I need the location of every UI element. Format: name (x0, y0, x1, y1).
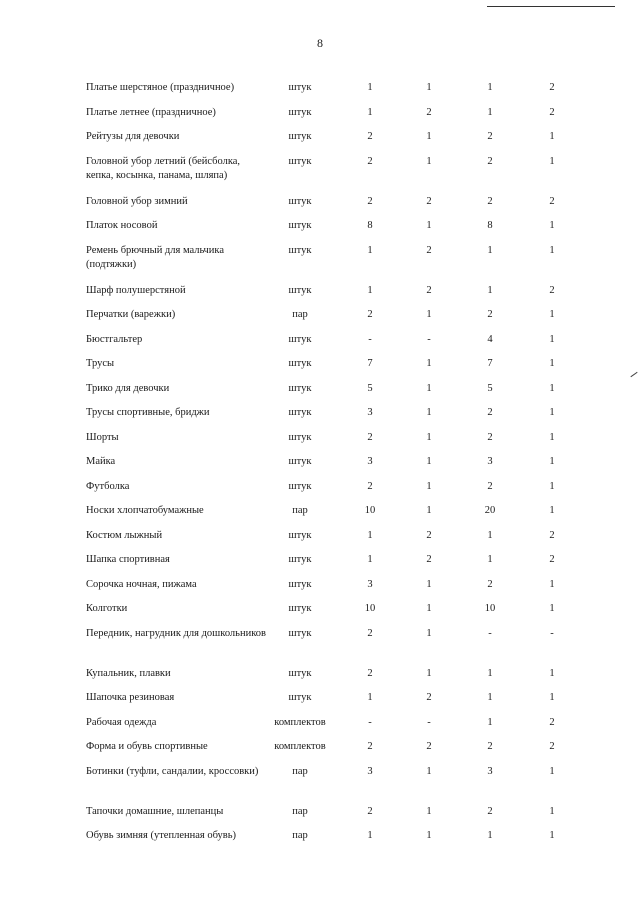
value-cell-4: 2 (549, 195, 555, 207)
value-cell-2: 2 (426, 741, 432, 752)
item-unit: пар (292, 309, 308, 320)
table-row (0, 763, 640, 803)
value-cell-4: 1 (549, 480, 555, 492)
value-cell-3: 3 (487, 456, 493, 467)
value-cell-4: 1 (549, 456, 555, 467)
value-cell-2: 1 (426, 830, 432, 841)
item-name: Шорты (86, 431, 119, 443)
table-row (0, 128, 640, 153)
table-row (0, 104, 640, 129)
table-row (0, 738, 640, 763)
value-cell-1: 2 (367, 805, 373, 817)
table-row (0, 600, 640, 625)
value-cell-2: 2 (426, 692, 432, 703)
value-cell-1: 1 (367, 284, 373, 296)
value-cell-1: 5 (367, 382, 373, 394)
item-unit: комплектов (274, 741, 326, 752)
item-name: Шарф полушерстяной (86, 284, 186, 296)
value-cell-2: 1 (426, 382, 432, 394)
value-cell-2: 1 (426, 358, 432, 369)
value-cell-4: 2 (549, 106, 555, 118)
table-row (0, 453, 640, 478)
table-row (0, 576, 640, 601)
value-cell-1: 8 (367, 220, 373, 231)
value-cell-3: 2 (487, 195, 493, 207)
value-cell-2: 1 (426, 82, 432, 93)
table-row (0, 429, 640, 454)
value-cell-4: 1 (549, 765, 555, 777)
value-cell-3: 2 (487, 155, 493, 167)
value-cell-1: - (368, 333, 372, 345)
value-cell-1: 2 (367, 155, 373, 167)
value-cell-2: 2 (426, 284, 432, 296)
value-cell-1: 2 (367, 309, 373, 320)
value-cell-3: 1 (487, 82, 493, 93)
value-cell-3: 1 (487, 716, 493, 728)
table-row (0, 625, 640, 665)
value-cell-2: 1 (426, 431, 432, 443)
value-cell-3: 2 (487, 431, 493, 443)
value-cell-4: 1 (549, 578, 555, 590)
value-cell-1: 7 (367, 358, 373, 369)
table-row (0, 242, 640, 282)
item-unit: штук (288, 529, 312, 541)
table-row (0, 153, 640, 193)
value-cell-2: 1 (426, 578, 432, 590)
value-cell-4: 2 (549, 529, 555, 541)
value-cell-1: - (368, 716, 372, 728)
value-cell-3: 2 (487, 480, 493, 492)
item-unit: штук (288, 382, 312, 394)
value-cell-3: 1 (487, 284, 493, 296)
value-cell-3: 2 (487, 578, 493, 590)
value-cell-3: 2 (487, 805, 493, 817)
value-cell-3: 2 (487, 741, 493, 752)
table-row (0, 355, 640, 380)
table-row (0, 665, 640, 690)
value-cell-1: 3 (367, 765, 373, 777)
value-cell-1: 3 (367, 456, 373, 467)
item-unit: штук (288, 244, 312, 256)
value-cell-4: 2 (549, 741, 555, 752)
item-name: Носки хлопчатобумажные (86, 505, 204, 516)
item-name: Ремень брючный для мальчика (подтяжки) (86, 244, 225, 270)
value-cell-4: 2 (549, 284, 555, 296)
value-cell-3: 1 (487, 692, 493, 703)
value-cell-3: 2 (487, 131, 493, 142)
table-row (0, 551, 640, 576)
table-row (0, 380, 640, 405)
table-row (0, 502, 640, 527)
table-row (0, 404, 640, 429)
item-unit: штук (288, 603, 312, 614)
value-cell-4: - (550, 627, 554, 639)
item-name: Платье летнее (праздничное) (86, 106, 216, 118)
value-cell-2: - (427, 333, 431, 345)
table-row (0, 689, 640, 714)
value-cell-4: 1 (549, 407, 555, 418)
value-cell-4: 2 (549, 716, 555, 728)
value-cell-1: 1 (367, 529, 373, 541)
table-row (0, 217, 640, 242)
value-cell-3: 20 (484, 505, 496, 516)
item-name: Шапка спортивная (86, 554, 170, 565)
value-cell-4: 1 (549, 244, 555, 256)
item-unit: штук (288, 131, 312, 142)
value-cell-4: 1 (549, 131, 555, 142)
item-name: Бюстгальтер (86, 333, 143, 345)
value-cell-2: 1 (426, 309, 432, 320)
item-name: Костюм лыжный (86, 529, 163, 541)
value-cell-2: 1 (426, 131, 432, 142)
value-cell-4: 1 (549, 805, 555, 817)
value-cell-1: 2 (367, 195, 373, 207)
value-cell-3: 2 (487, 407, 493, 418)
item-name: Тапочки домашние, шлепанцы (86, 805, 224, 817)
item-name: Майка (86, 456, 116, 467)
item-unit: штук (288, 667, 312, 679)
item-name: Форма и обувь спортивные (86, 741, 208, 752)
value-cell-4: 2 (549, 82, 555, 93)
value-cell-1: 2 (367, 741, 373, 752)
item-unit: пар (292, 830, 308, 841)
value-cell-4: 1 (549, 692, 555, 703)
item-unit: пар (292, 505, 308, 516)
value-cell-2: 1 (426, 765, 432, 777)
value-cell-1: 2 (367, 627, 373, 639)
value-cell-4: 1 (549, 830, 555, 841)
value-cell-2: 1 (426, 456, 432, 467)
value-cell-1: 2 (367, 480, 373, 492)
table-row (0, 827, 640, 852)
item-unit: штук (288, 82, 312, 93)
item-name: Рейтузы для девочки (86, 131, 180, 142)
item-name: Шапочка резиновая (86, 692, 175, 703)
value-cell-2: 1 (426, 407, 432, 418)
table-row (0, 331, 640, 356)
value-cell-3: 1 (487, 529, 493, 541)
value-cell-3: 4 (487, 333, 493, 345)
item-name: Рабочая одежда (86, 716, 157, 728)
value-cell-1: 3 (367, 407, 373, 418)
value-cell-1: 1 (367, 82, 373, 93)
item-unit: штук (288, 333, 312, 345)
value-cell-1: 1 (367, 554, 373, 565)
item-name: Головной убор зимний (86, 195, 188, 207)
value-cell-4: 2 (549, 554, 555, 565)
table-row (0, 527, 640, 552)
table-row (0, 803, 640, 828)
value-cell-3: - (488, 627, 492, 639)
value-cell-3: 5 (487, 382, 493, 394)
item-name: Платье шерстяное (праздничное) (86, 82, 235, 93)
value-cell-1: 1 (367, 106, 373, 118)
value-cell-3: 10 (484, 603, 496, 614)
value-cell-2: 2 (426, 554, 432, 565)
table-row (0, 79, 640, 104)
page-number: 8 (317, 36, 323, 50)
item-name: Передник, нагрудник для дошкольников (86, 627, 266, 639)
item-unit: штук (288, 220, 312, 231)
value-cell-3: 1 (487, 667, 493, 679)
value-cell-2: 1 (426, 505, 432, 516)
value-cell-3: 7 (487, 358, 493, 369)
value-cell-2: 2 (426, 244, 432, 256)
item-unit: штук (288, 358, 312, 369)
item-unit: пар (292, 805, 308, 817)
item-unit: штук (288, 456, 312, 467)
table-row (0, 714, 640, 739)
item-unit: штук (288, 431, 312, 443)
value-cell-2: 1 (426, 155, 432, 167)
value-cell-4: 1 (549, 155, 555, 167)
item-unit: штук (288, 578, 312, 590)
value-cell-1: 2 (367, 431, 373, 443)
value-cell-1: 2 (367, 667, 373, 679)
value-cell-4: 1 (549, 603, 555, 614)
item-name: Платок носовой (86, 220, 158, 231)
item-unit: штук (288, 407, 312, 418)
item-unit: штук (288, 480, 312, 492)
item-unit: штук (288, 692, 312, 703)
item-unit: штук (288, 627, 312, 639)
value-cell-2: 1 (426, 627, 432, 639)
value-cell-2: 2 (426, 195, 432, 207)
value-cell-3: 1 (487, 106, 493, 118)
item-unit: пар (292, 765, 308, 777)
value-cell-1: 1 (367, 830, 373, 841)
value-cell-2: 1 (426, 480, 432, 492)
value-cell-4: 1 (549, 431, 555, 443)
value-cell-1: 10 (364, 603, 376, 614)
value-cell-1: 3 (367, 578, 373, 590)
value-cell-2: 2 (426, 529, 432, 541)
value-cell-4: 1 (549, 358, 555, 369)
item-name: Ботинки (туфли, сандалии, кроссовки) (86, 765, 259, 777)
item-unit: комплектов (274, 716, 326, 728)
value-cell-4: 1 (549, 667, 555, 679)
value-cell-4: 1 (549, 333, 555, 345)
value-cell-2: 1 (426, 220, 432, 231)
item-unit: штук (288, 155, 312, 167)
value-cell-4: 1 (549, 382, 555, 394)
value-cell-3: 3 (487, 765, 493, 777)
item-name: Обувь зимняя (утепленная обувь) (86, 830, 237, 841)
item-name: Купальник, плавки (86, 667, 171, 679)
value-cell-2: 2 (426, 106, 432, 118)
item-unit: штук (288, 195, 312, 207)
item-name: Колготки (86, 603, 128, 614)
value-cell-1: 2 (367, 131, 373, 142)
value-cell-2: 1 (426, 667, 432, 679)
value-cell-3: 1 (487, 244, 493, 256)
value-cell-4: 1 (549, 309, 555, 320)
value-cell-2: 1 (426, 603, 432, 614)
value-cell-4: 1 (549, 220, 555, 231)
value-cell-1: 10 (364, 505, 376, 516)
value-cell-3: 8 (487, 220, 493, 231)
item-name: Трусы (86, 358, 115, 369)
item-name: Перчатки (варежки) (86, 309, 176, 320)
item-name: Трусы спортивные, бриджи (86, 407, 210, 418)
item-unit: штук (288, 284, 312, 296)
item-name: Трико для девочки (86, 382, 170, 394)
table-row (0, 478, 640, 503)
value-cell-3: 1 (487, 830, 493, 841)
value-cell-3: 2 (487, 309, 493, 320)
value-cell-3: 1 (487, 554, 493, 565)
table-row (0, 193, 640, 218)
item-unit: штук (288, 554, 312, 565)
item-unit: штук (288, 106, 312, 118)
table-row (0, 282, 640, 307)
top-rule (487, 6, 615, 7)
value-cell-2: 1 (426, 805, 432, 817)
item-name: Головной убор летний (бейсболка, кепка, косынка, панама, шляпа) (86, 155, 241, 181)
value-cell-4: 1 (549, 505, 555, 516)
value-cell-2: - (427, 716, 431, 728)
item-name: Футболка (86, 480, 130, 492)
clothing-table (0, 79, 640, 852)
value-cell-1: 1 (367, 692, 373, 703)
value-cell-1: 1 (367, 244, 373, 256)
item-name: Сорочка ночная, пижама (86, 578, 197, 590)
table-row (0, 306, 640, 331)
